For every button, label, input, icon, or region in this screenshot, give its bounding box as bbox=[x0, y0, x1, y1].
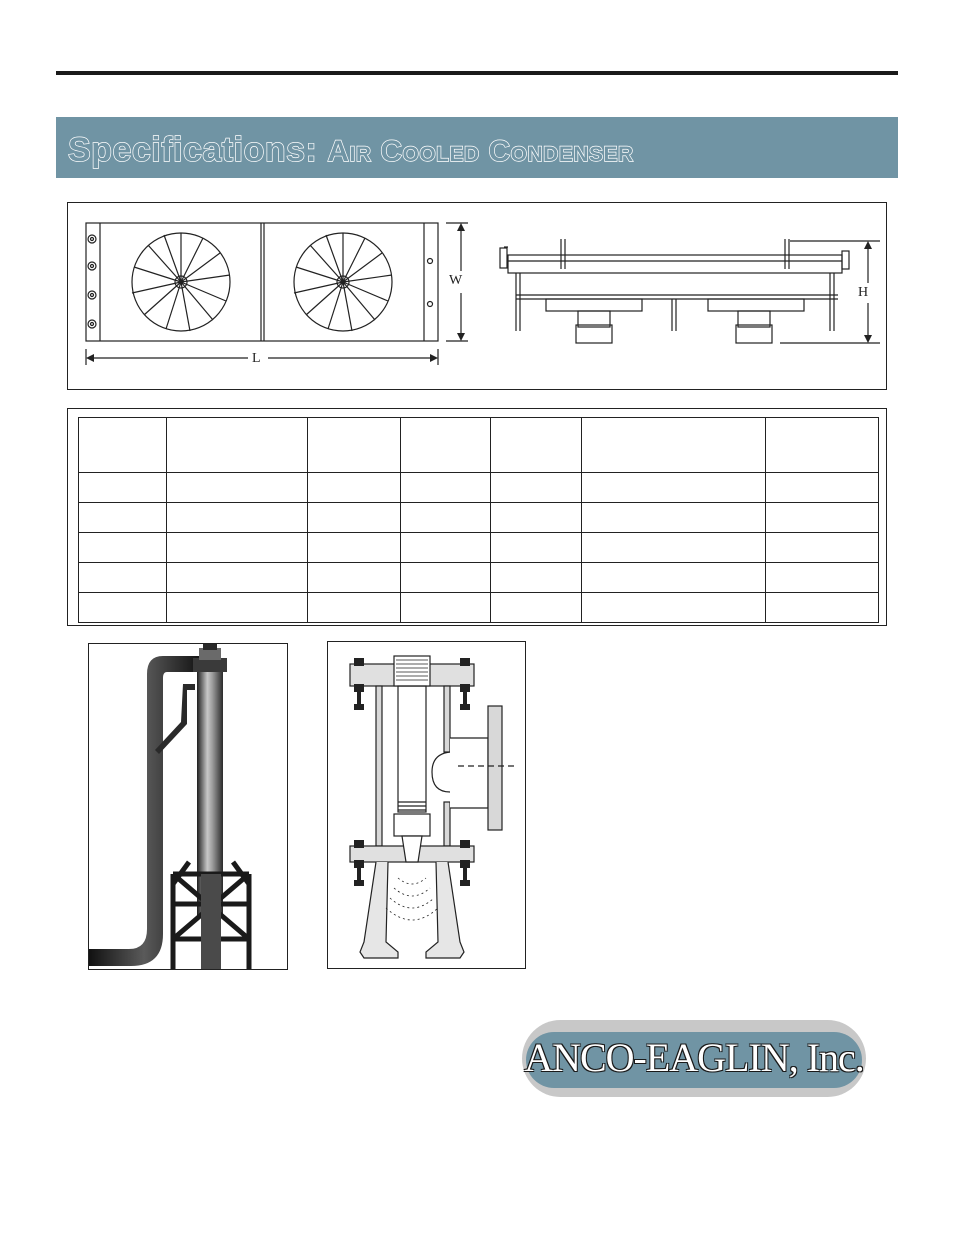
w-arrow-bottom-icon bbox=[457, 333, 465, 341]
table-row bbox=[79, 593, 879, 623]
title-band bbox=[56, 117, 898, 178]
fan-left-icon bbox=[132, 233, 230, 331]
top-view-outline bbox=[86, 223, 438, 341]
table-header-cell bbox=[307, 418, 400, 473]
fan-right-icon bbox=[294, 233, 392, 331]
company-logo bbox=[522, 1020, 866, 1097]
length-label: L bbox=[252, 351, 261, 366]
w-arrow-top-icon bbox=[457, 223, 465, 231]
logo-text: ANCO-EAGLIN, Inc. bbox=[524, 1035, 864, 1080]
spec-table bbox=[78, 417, 879, 623]
table-row bbox=[79, 533, 879, 563]
table-header-cell bbox=[582, 418, 766, 473]
valve-photo bbox=[88, 643, 288, 970]
table-header-cell bbox=[79, 418, 167, 473]
table-header-row bbox=[79, 418, 879, 473]
valve-cross-section bbox=[327, 641, 526, 969]
spec-table-box bbox=[67, 408, 887, 626]
l-arrow-left-icon bbox=[86, 354, 94, 362]
valve-section-svg bbox=[328, 642, 526, 969]
table-row bbox=[79, 473, 879, 503]
side-view-outline bbox=[500, 239, 849, 343]
h-arrow-top-icon bbox=[864, 241, 872, 249]
h-arrow-bottom-icon bbox=[864, 335, 872, 343]
l-arrow-right-icon bbox=[430, 354, 438, 362]
table-row bbox=[79, 503, 879, 533]
table-header-cell bbox=[766, 418, 879, 473]
table-header-cell bbox=[400, 418, 491, 473]
condenser-drawing-svg bbox=[68, 203, 888, 391]
page-title: Specifications: bbox=[68, 131, 318, 169]
valve-photo-svg bbox=[89, 644, 288, 970]
top-rule bbox=[56, 71, 898, 75]
dimension-drawing bbox=[67, 202, 887, 390]
width-label: W bbox=[449, 273, 463, 288]
table-row bbox=[79, 563, 879, 593]
height-label: H bbox=[858, 285, 869, 300]
page-subtitle: Air Cooled Condenser bbox=[327, 135, 634, 168]
table-header-cell bbox=[491, 418, 582, 473]
table-header-cell bbox=[166, 418, 307, 473]
